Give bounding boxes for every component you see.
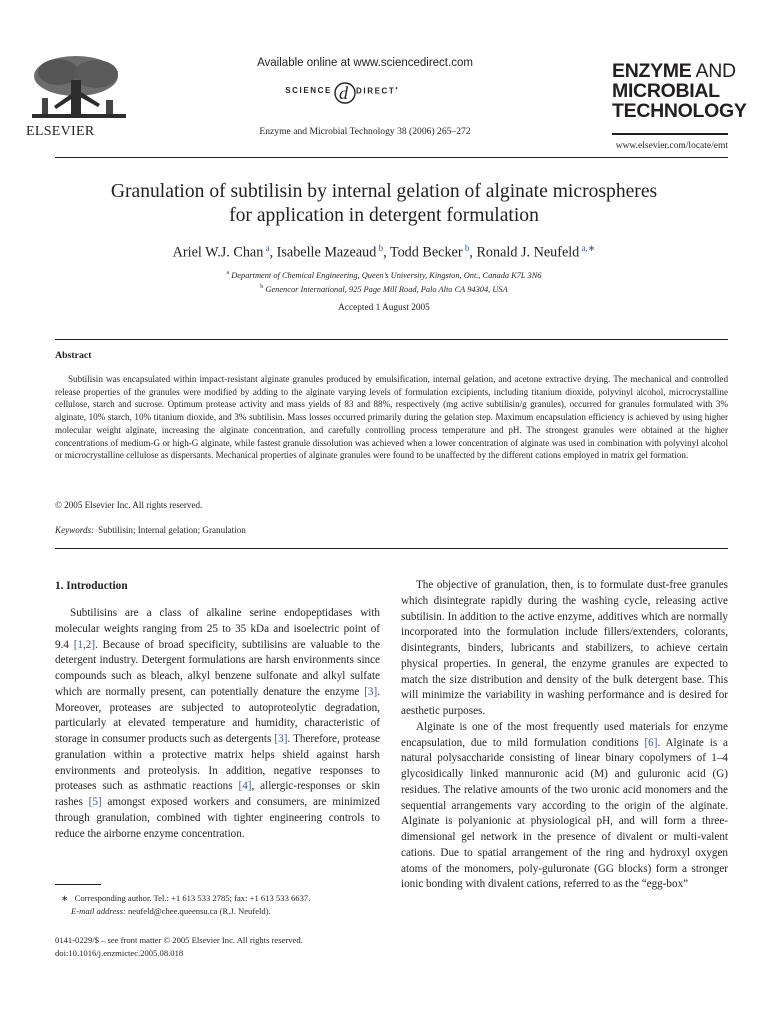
paragraph-text: . Therefore, protease granulation within a protective matrix helps shield against harsh environments and proteolysis. In addition, negative responses to proteases such as asthmatic reactions [55,733,380,793]
author-affiliation-mark[interactable]: b [376,243,384,253]
journal-brand [612,61,752,121]
citation-link[interactable]: [3] [364,685,378,698]
citation-link[interactable]: [3] [274,733,288,745]
abstract-bottom-divider [55,548,728,549]
intro-paragraph-1 [55,606,380,842]
article-title [60,180,708,228]
email-note: E-mail address: neufeld@chee.queensu.ca (R.J. Neufeld). [71,906,271,916]
author-name: Isabelle Mazeaud [276,244,377,261]
sd-right-word: DIRECT• [356,86,400,96]
affiliation-a: $^a$ Department of Chemical Engineering, Queen’s University, Kingston, Ont., Canada K7L 3N6 [226,270,542,280]
accepted-date: Accepted 1 August 2005 [338,303,430,313]
right-column [401,578,728,893]
paragraph-text: Alginate is one of the most frequently used materials for enzyme encapsulation, due to mild formulation conditions [401,720,728,749]
intro-paragraph-2: The objective of granulation, then, is to formulate dust-free granules which disintegrate rapidly during the washing cycle, releasing active subtilisin. In addition to the active enzyme, additives which are normally incorporated into the formulation include fillers/extenders, colorants, disintegrants, binders, lubricants and stabilizers, to achieve certain physical properties. In general, the enzyme granules are expected to match the size distribution and density of the bulk detergent base. This will minimize the variability in washing performance and is desired for aesthetic purposes. [401,579,728,717]
keywords [55,525,246,535]
journal-reference: Enzyme and Microbial Technology 38 (2006) 265–272 [259,126,471,137]
intro-paragraph-3 [401,720,728,893]
sd-left-word: SCIENCE [285,86,332,95]
brand-line-3: TECHNOLOGY [612,100,747,122]
author-affiliation-mark[interactable]: a,∗ [579,243,596,253]
publisher-name: ELSEVIER [26,124,95,139]
footnote-rule [55,884,101,885]
author-name: Ariel W.J. Chan [172,244,264,261]
header-divider [55,157,728,158]
section-heading-introduction: 1. Introduction [55,580,128,592]
abstract-text: Subtilisin was encapsulated within impact-resistant alginate granules produced by emulsification, internal gelation, and acetone extractive drying. The mechanical and controlled release properties of the granules were modified by adding to the alginate varying levels of formulation excipients, including titanium dioxide, polyvinyl alcohol, microcrystalline cellulose, starch and sucrose. Optimum protease activity and mass yields of 83 and 88%, respectively (mg active subtilisin/g granules), occurred for granules formulated with 3% alginate, 10% starch, 10% titanium dioxide, and 3% subtilisin. Mass losses occurred primarily during the gelation step. Maximum encapsulation efficiency is achieved by using higher molecular weight alginate, increasing the alginate concentration, and carefully controlling process temperature and pH. The strongest granules were obtained at the higher concentrations of medium-G or high-G alginate, while fastest granule dissolution was achieved when a lower concentration of alginate was used in combination with polyvinyl alcohol or microcrystalline cellulose as dispersants. Mechanical properties of alginate granules were found to be unaffected by the different cations employed in matrix gel formation. [55,374,728,461]
citation-link[interactable]: [4] [238,780,252,793]
corresponding-author-note: ∗ Corresponding author. Tel.: +1 613 533 2785; fax: +1 613 533 6637. [61,893,311,903]
author-name: Ronald J. Neufeld [476,244,580,261]
brand-underline [612,133,728,135]
keywords-label: Keywords: [55,525,95,535]
doi-link[interactable]: doi:10.1016/j.enzmictec.2005.08.018 [55,948,184,958]
paragraph-text: . Alginate is a natural polysaccharide consisting of linear binary copolymers of 1–4 glycosidically linked mannuronic acid (M) and guluronic acid (G) residues. The relative amounts of the two uronic acid monomers and the sequential arrangements vary according to the origin of the alginate. Alginate is polyanionic at physiological pH, and will form a three-dimensional gel network in the presence of divalent or multi-valent cations. Due to spatial arrangement of the ring and hydroxyl oxygen atoms of the monomers, poly-guluronate (GG blocks) form a stronger ionic bonding with divalent cations, referred to as the “egg-box” [401,736,728,891]
title-line-2: for application in detergent formulation [229,205,539,226]
title-line-1: Granulation of subtilisin by internal gelation of alginate microspheres [110,181,658,202]
paragraph-text: . Moreover, proteases are subjected to autoproteolytic degradation, particularly at elevated temperature and humidity, characteristic of storage in consumer products such as detergents [55,685,380,745]
abstract-top-divider [55,339,728,340]
abstract-heading: Abstract [55,350,92,361]
paragraph-text: Subtilisins are a class of alkaline serine endopeptidases with molecular weights ranging from 25 to 35 kDa and isoelectric point of 9.4 [55,607,380,651]
keywords-values: Subtilisin; Internal gelation; Granulation [98,525,246,535]
author-name: Todd Becker [389,244,463,261]
author-affiliation-mark[interactable]: a [263,243,270,253]
svg-text:d: d [339,83,348,103]
elsevier-tree-logo [24,54,132,124]
abstract-copyright: © 2005 Elsevier Inc. All rights reserved. [55,500,203,510]
email-link[interactable]: neufeld@chee.queensu.ca (R.J. Neufeld). [127,906,271,916]
sciencedirect-logo[interactable] [230,77,500,107]
left-column [55,606,380,842]
brand-line-2: MICROBIAL [612,80,720,102]
paragraph-text: , allergic-responses or skin rashes [55,780,381,808]
author-list: Ariel W.J. Chan $^a$, Isabelle Mazeaud $^b$, Todd Becker $^b$, Ronald J. Neufeld $^{a,∗}$ [172,243,596,261]
issn-line: 0141-0229/$ – see front matter © 2005 Elsevier Inc. All rights reserved. [55,935,303,945]
brand-line-1: ENZYME AND [612,60,736,82]
journal-website-link[interactable]: www.elsevier.com/locate/emt [615,141,728,151]
available-online-link[interactable]: Available online at www.sciencedirect.com [257,57,473,69]
paragraph-text: amongst exposed workers and consumers, are minimized through granulation, combined with tighter engineering controls to reduce the airborne enzyme concentration. [55,796,380,840]
citation-link[interactable]: [5] [88,796,102,808]
citation-link[interactable]: [6] [644,736,658,749]
paragraph-text: . Because of broad specificity, subtilisins are valuable to the detergent industry. Detergent formulations are harsh environments since compounds such as bleach, alkyl benzene sulfonate and alkyl sulfate which are normally present, can potentially denature the enzyme [55,638,380,698]
affiliation-b: $^b$ Genencor International, 925 Page Mill Road, Palo Alto CA 94304, USA [260,284,508,294]
author-affiliation-mark[interactable]: b [462,243,470,253]
citation-link[interactable]: [1,2] [73,638,96,651]
